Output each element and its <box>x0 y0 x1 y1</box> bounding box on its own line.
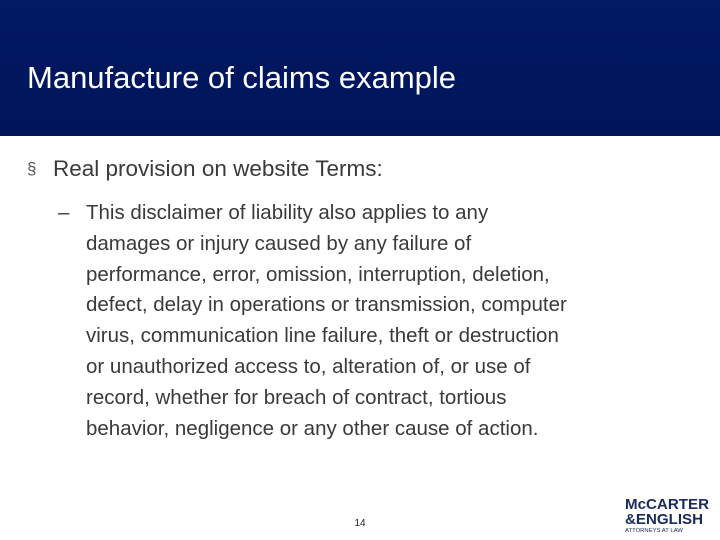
sub-bullet-text <box>86 198 708 444</box>
sub-bullet-line: record, whether for breach of contract, tortious <box>86 385 507 409</box>
sub-bullet-line: This disclaimer of liability also applies to any <box>86 201 489 224</box>
sub-bullet-line: virus, communication line failure, theft or destruction <box>86 324 559 348</box>
sub-bullet-marker: – <box>58 201 70 224</box>
title-banner <box>0 0 720 136</box>
logo-line-1: McCARTER <box>625 496 710 513</box>
sub-bullet-line: damages or injury caused by any failure of <box>86 231 472 255</box>
bullet-text: Real provision on website Terms: <box>53 156 383 181</box>
sub-bullet-line: performance, error, omission, interruption, deletion, <box>86 262 550 286</box>
bullet-item <box>27 154 383 184</box>
slide-title: Manufacture of claims example <box>27 60 457 95</box>
logo-tagline: ATTORNEYS AT LAW <box>625 528 684 534</box>
sub-bullet-item <box>58 198 708 444</box>
bullet-marker-icon: § <box>27 159 37 178</box>
sub-bullet-line: defect, delay in operations or transmission, computer <box>86 293 567 317</box>
sub-bullet-line: behavior, negligence or any other cause of action. <box>86 416 539 440</box>
page-number: 14 <box>354 518 366 529</box>
company-logo <box>624 494 710 534</box>
logo-line-2: &ENGLISH <box>625 511 703 528</box>
sub-bullet-line: or unauthorized access to, alteration of, or use of <box>86 354 531 378</box>
